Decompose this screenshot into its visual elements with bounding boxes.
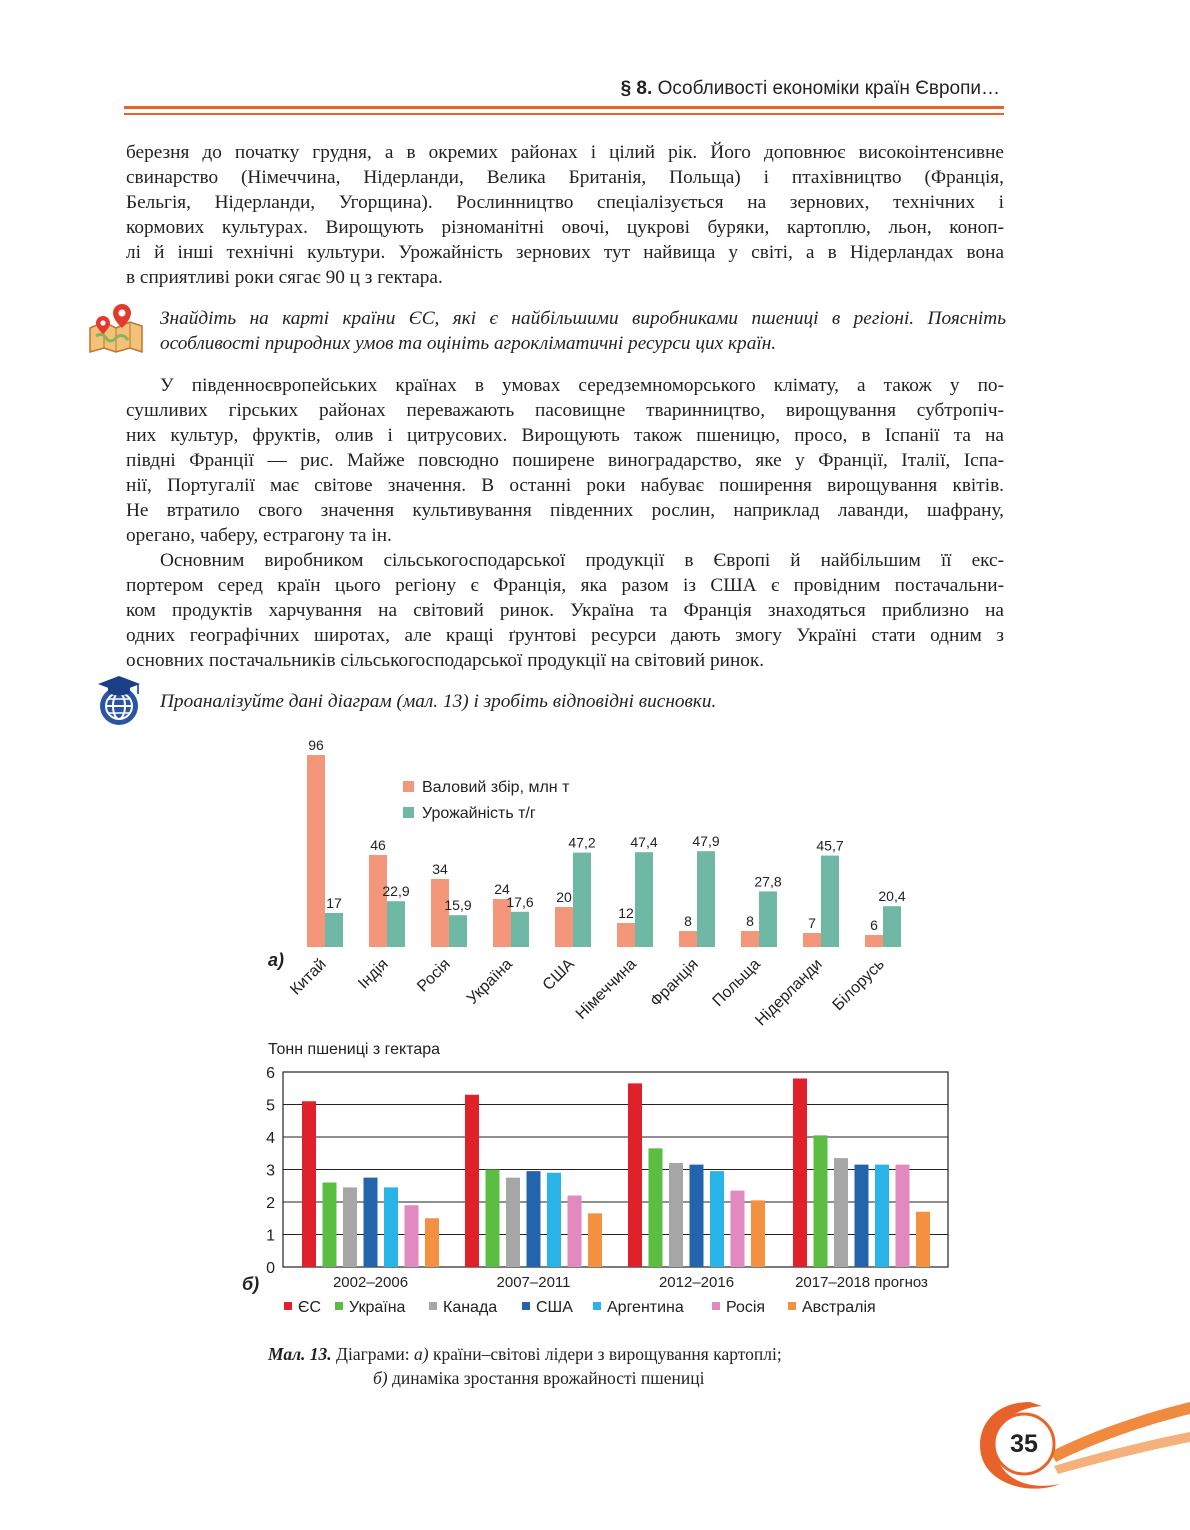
- text-line: Основним виробником сільськогосподарської продукції в Європі й найбільшим її екс-: [160, 550, 1004, 571]
- bar-harvest: [555, 907, 573, 947]
- bar-yield: [511, 912, 529, 947]
- chart-b-wheat-yield: [230, 1034, 960, 1324]
- bar-value-label: 17: [326, 895, 342, 911]
- text-line: одних географічних широтах, але кращі ґрунтові ресурси дають змогу Україні стати одним з: [126, 625, 1004, 646]
- bar-value-label: 47,9: [692, 833, 720, 850]
- section-title: Особливості економіки країн Європи…: [657, 78, 1000, 99]
- bar-harvest: [865, 935, 883, 947]
- legend-label: Валовий збір, млн т: [422, 779, 570, 796]
- bar-3: [855, 1165, 869, 1267]
- bar-0: [628, 1083, 642, 1267]
- category-label: 2012–2016: [658, 1274, 735, 1291]
- category-label: 2002–2006: [332, 1274, 409, 1291]
- bar-value-label: 20,4: [878, 888, 906, 905]
- section-number: § 8.: [620, 78, 653, 99]
- y-tick-label: 4: [266, 1130, 275, 1147]
- bar-6: [916, 1212, 930, 1267]
- category-label: Індія: [355, 955, 392, 993]
- bar-4: [875, 1165, 889, 1267]
- caption-text: країни–світові лідери з вирощування картоплі;: [428, 1344, 782, 1364]
- bar-yield: [635, 852, 653, 947]
- legend-swatch: [429, 1302, 437, 1310]
- bar-harvest: [617, 923, 635, 947]
- category-label: Нідерланди: [752, 955, 826, 1030]
- bar-value-label: 47,2: [568, 834, 596, 851]
- bar-2: [669, 1163, 683, 1267]
- graduation-globe-icon: [94, 674, 144, 728]
- bar-4: [547, 1173, 561, 1267]
- category-label: Україна: [463, 955, 516, 1008]
- category-label: Росія: [414, 955, 454, 996]
- bar-value-label: 15,9: [444, 897, 472, 914]
- bar-5: [731, 1191, 745, 1267]
- legend-swatch: [712, 1302, 720, 1310]
- bar-3: [527, 1171, 541, 1267]
- bar-value-label: 47,4: [630, 834, 658, 851]
- bar-harvest: [369, 855, 387, 947]
- bar-1: [323, 1183, 337, 1268]
- bar-yield: [697, 851, 715, 947]
- bar-harvest: [803, 933, 821, 947]
- y-tick-label: 2: [266, 1195, 275, 1212]
- bar-0: [302, 1101, 316, 1267]
- bar-yield: [325, 913, 343, 947]
- task-1: [160, 306, 1006, 356]
- category-label: 2017–2018 прогноз: [795, 1274, 928, 1291]
- text-line: ком продуктів харчування на світовий ринок. Україна та Франція знаходяться приблизно на: [126, 600, 1004, 621]
- text-line: сушливих гірських районах переважають пасовищне тваринництво, вирощування субтропіч-: [126, 400, 1004, 421]
- bar-2: [343, 1187, 357, 1267]
- category-label: Білорусь: [829, 955, 888, 1015]
- legend-swatch: [335, 1302, 343, 1310]
- bar-yield: [821, 856, 839, 947]
- category-label: Німеччина: [572, 955, 640, 1023]
- bar-6: [425, 1218, 439, 1267]
- bar-5: [405, 1205, 419, 1267]
- text-line: березня до початку грудня, а в окремих районах і цілий рік. Його доповнює високоінтенсивне: [126, 142, 1004, 163]
- task-2: [160, 689, 1006, 714]
- category-label: 2007–2011: [496, 1274, 571, 1291]
- bar-2: [506, 1178, 520, 1267]
- bar-4: [384, 1187, 398, 1267]
- legend-swatch: [403, 807, 414, 818]
- task-line: особливості природних умов та оцініть агрокліматичні ресурси цих країн.: [160, 333, 777, 354]
- panel-label: а): [268, 950, 285, 970]
- legend-swatch: [522, 1302, 530, 1310]
- legend-label: Україна: [349, 1299, 406, 1316]
- category-label: Китай: [287, 955, 330, 999]
- running-header: [0, 78, 1000, 100]
- bar-5: [896, 1165, 910, 1267]
- task-line: Проаналізуйте дані діаграм (мал. 13) і зробіть відповідні висновки.: [160, 691, 717, 712]
- text-line: кормових культурах. Вирощують різноманітні овочі, цукрові буряки, картоплю, льон, коноп-: [126, 217, 1004, 238]
- bar-0: [465, 1095, 479, 1267]
- text-line: У південноєвропейських країнах в умовах середземноморського клімату, а також у по-: [160, 375, 1004, 396]
- text-line: основних постачальників сільськогосподарської продукції на світовий ринок.: [126, 650, 765, 671]
- bar-value-label: 7: [808, 915, 816, 931]
- bar-yield: [449, 915, 467, 947]
- panel-label: б): [242, 1274, 260, 1294]
- figure-caption-line-2: [373, 1366, 704, 1390]
- text-line: Бельгія, Нідерланди, Угорщина). Рослинництво спеціалізується на зернових, технічних і: [126, 192, 1004, 213]
- legend-swatch: [788, 1302, 796, 1310]
- category-label: Польща: [709, 955, 764, 1011]
- bar-yield: [759, 891, 777, 947]
- bar-1: [486, 1170, 500, 1268]
- bar-0: [793, 1079, 807, 1268]
- bar-value-label: 6: [870, 917, 878, 933]
- paragraph-1: [126, 140, 1004, 290]
- bar-1: [649, 1148, 663, 1267]
- y-tick-label: 6: [266, 1065, 275, 1082]
- bar-1: [814, 1135, 828, 1267]
- bar-3: [364, 1178, 378, 1267]
- legend-swatch: [284, 1302, 292, 1310]
- bar-value-label: 27,8: [754, 873, 782, 890]
- legend-swatch: [403, 781, 414, 792]
- text-line: свинарство (Німеччина, Нідерланди, Велика Британія, Польща) і птахівництво (Франція,: [126, 167, 1004, 188]
- caption-a: а): [414, 1344, 429, 1364]
- bar-value-label: 8: [746, 913, 754, 929]
- bar-yield: [387, 901, 405, 947]
- text-line: Не втратило свого значення культивування південних рослин, наприклад лаванди, шафрану,: [126, 500, 1004, 521]
- text-line: лі й інші технічні культури. Урожайність зернових тут найвища у світі, а в Нідерландах вона: [126, 242, 1004, 263]
- caption-b: б): [373, 1368, 388, 1388]
- bar-6: [751, 1200, 765, 1267]
- y-tick-label: 0: [266, 1260, 275, 1277]
- bar-value-label: 8: [684, 913, 692, 929]
- bar-5: [568, 1196, 582, 1268]
- bar-value-label: 17,6: [506, 893, 534, 910]
- text-line: портером серед країн цього регіону є Франція, яка разом із США є провідним постачальни-: [126, 575, 1004, 596]
- bar-3: [690, 1165, 704, 1267]
- caption-label: Мал. 13.: [268, 1344, 332, 1364]
- bar-yield: [573, 853, 591, 947]
- bar-harvest: [741, 931, 759, 947]
- category-label: Франція: [647, 955, 702, 1011]
- bar-4: [710, 1171, 724, 1267]
- task-line: Знайдіть на карті країни ЄС, які є найбільшими виробниками пшениці в регіоні. Поясніть: [160, 308, 1006, 329]
- bar-harvest: [307, 755, 325, 947]
- bar-value-label: 96: [308, 737, 324, 753]
- legend-label: Канада: [443, 1299, 498, 1316]
- legend-label: ЄС: [298, 1299, 322, 1316]
- y-axis-title: Тонн пшениці з гектара: [268, 1041, 441, 1058]
- bar-value-label: 34: [432, 861, 448, 877]
- y-tick-label: 5: [266, 1097, 275, 1115]
- map-pins-icon: [86, 302, 148, 354]
- legend-swatch: [593, 1302, 601, 1310]
- paragraph-2: [126, 373, 1004, 673]
- y-tick-label: 1: [266, 1227, 275, 1245]
- bar-value-label: 24: [494, 881, 510, 897]
- header-rule-thin: [124, 113, 1004, 115]
- bar-value-label: 46: [370, 837, 386, 853]
- legend-label: США: [536, 1299, 573, 1316]
- chart-a-potato-leaders: [250, 730, 950, 1040]
- bar-value-label: 12: [618, 905, 634, 921]
- bar-6: [588, 1213, 602, 1267]
- bar-yield: [883, 906, 901, 947]
- text-line: півдні Франції — рис. Майже повсюдно поширене виноградарство, яке у Франції, Італії, Іспа-: [126, 450, 1004, 471]
- header-rule: [124, 106, 1004, 109]
- text-line: в сприятливі роки сягає 90 ц з гектара.: [126, 267, 443, 288]
- bar-value-label: 22,9: [382, 883, 410, 900]
- text-line: орегано, чаберу, естрагону та ін.: [126, 525, 392, 546]
- text-line: нії, Португалії має світове значення. В останні роки набуває поширення вирощування квітів.: [126, 475, 1004, 496]
- y-tick-label: 3: [266, 1162, 275, 1180]
- bar-harvest: [679, 931, 697, 947]
- page-number: 35: [1010, 1430, 1038, 1458]
- text-line: них культур, фруктів, олив і цитрусових. Вирощують також пшеницю, просо, в Іспанії та на: [126, 425, 1004, 446]
- bar-value-label: 20: [556, 889, 572, 905]
- bar-2: [834, 1158, 848, 1267]
- legend-label: Урожайність т/г: [422, 805, 536, 822]
- legend-label: Росія: [726, 1299, 766, 1316]
- caption-text: динаміка зростання врожайності пшениці: [387, 1368, 705, 1388]
- category-label: США: [539, 955, 578, 994]
- caption-text: Діаграми:: [331, 1344, 414, 1364]
- figure-caption-line-1: [268, 1342, 782, 1366]
- bar-value-label: 45,7: [816, 837, 844, 854]
- legend-label: Аргентина: [607, 1299, 684, 1316]
- legend-label: Австралія: [802, 1299, 876, 1316]
